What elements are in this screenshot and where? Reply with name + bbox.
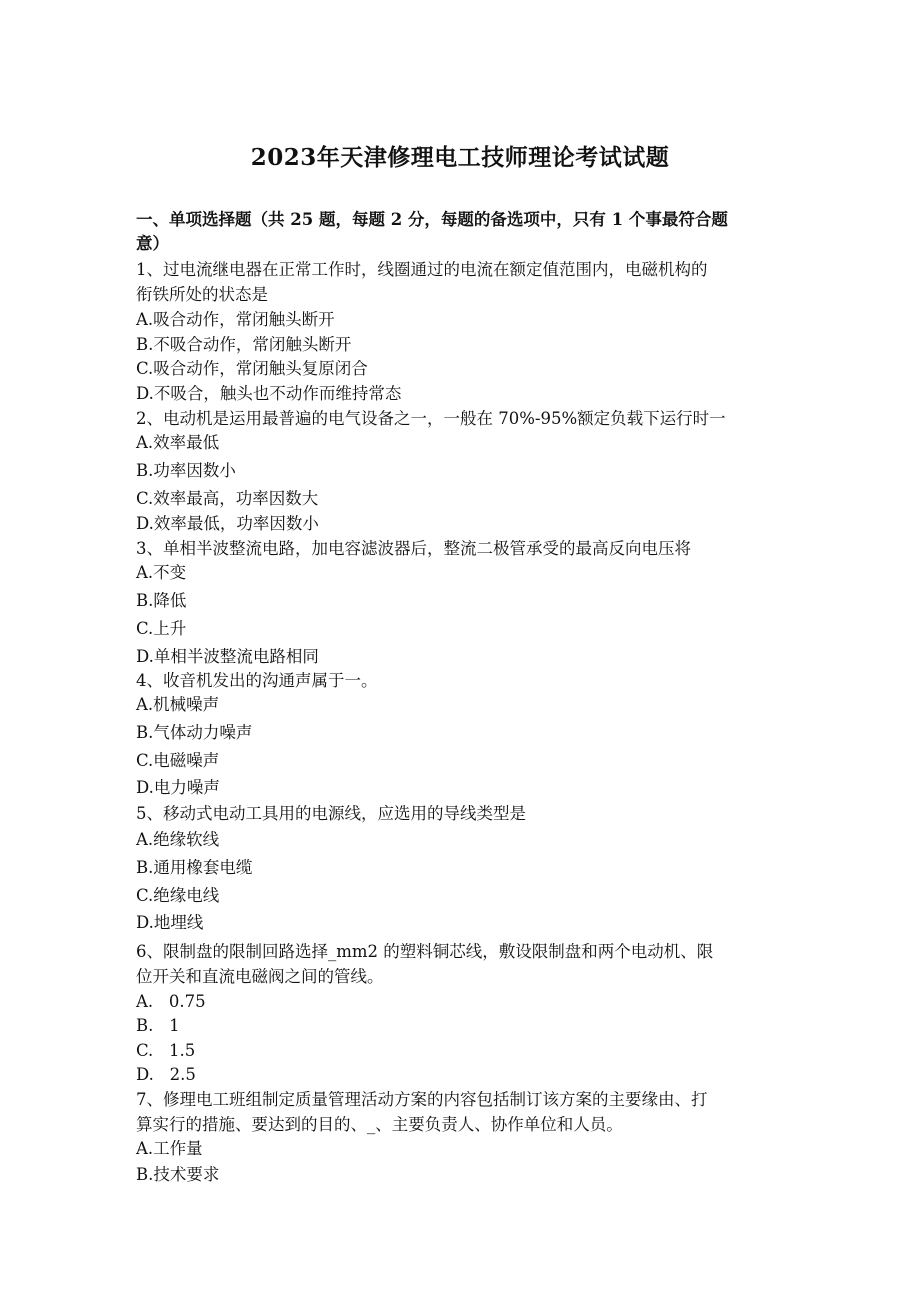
section-heading bbox=[136, 208, 786, 256]
question-6-stem: 6、限制盘的限制回路选择_mm2 的塑料铜芯线，敷设限制盘和两个电动机、限 bbox=[136, 942, 714, 961]
page-title: 2023年天津修理电工技师理论考试试题 bbox=[250, 144, 670, 171]
question-3-option-d: D.单相半波整流电路相同 bbox=[136, 647, 319, 666]
question-4-option-b: B.气体动力噪声 bbox=[136, 723, 253, 742]
question-7-option-b: B.技术要求 bbox=[136, 1165, 220, 1184]
question-5-option-c: C.绝缘电线 bbox=[136, 886, 220, 905]
question-7-stem: 算实行的措施、要达到的目的、_、主要负责人、协作单位和人员。 bbox=[136, 1115, 623, 1134]
question-2-option-a: A.效率最低 bbox=[136, 433, 220, 452]
question-5-option-b: B.通用橡套电缆 bbox=[136, 858, 253, 877]
question-2-option-d: D.效率最低，功率因数小 bbox=[136, 514, 319, 533]
question-1-option-a: A.吸合动作，常闭触头断开 bbox=[136, 310, 335, 329]
question-1-stem: 1、过电流继电器在正常工作时，线圈通过的电流在额定值范围内，电磁机构的 bbox=[136, 260, 708, 279]
section-heading-line: 一、单项选择题（共 25 题，每题 2 分，每题的备选项中，只有 1 个事最符合题 bbox=[136, 210, 728, 229]
question-3-stem: 3、单相半波整流电路，加电容滤波器后，整流二极管承受的最高反向电压将 bbox=[136, 539, 691, 558]
question-4-option-a: A.机械噪声 bbox=[136, 695, 220, 714]
question-6-option-c: C. 1.5 bbox=[136, 1041, 196, 1060]
question-6-option-b: B. 1 bbox=[136, 1016, 180, 1035]
question-3-option-c: C.上升 bbox=[136, 619, 187, 638]
question-7-stem: 7、修理电工班组制定质量管理活动方案的内容包括制订该方案的主要缘由、打 bbox=[136, 1090, 708, 1109]
question-4-option-d: D.电力噪声 bbox=[136, 778, 220, 797]
question-4-option-c: C.电磁噪声 bbox=[136, 751, 220, 770]
question-7-option-a: A.工作量 bbox=[136, 1139, 203, 1158]
question-5-stem: 5、移动式电动工具用的电源线，应选用的导线类型是 bbox=[136, 804, 526, 823]
question-6-stem: 位开关和直流电磁阀之间的管线。 bbox=[136, 967, 384, 986]
question-2-option-c: C.效率最高，功率因数大 bbox=[136, 489, 319, 508]
question-5-option-d: D.地埋线 bbox=[136, 913, 204, 932]
question-5-option-a: A.绝缘软线 bbox=[136, 830, 220, 849]
question-1-option-c: C.吸合动作，常闭触头复原闭合 bbox=[136, 359, 368, 378]
section-heading-line: 意） bbox=[136, 234, 169, 253]
question-1-stem: 衔铁所处的状态是 bbox=[136, 285, 268, 304]
question-1-option-d: D.不吸合，触头也不动作而维持常态 bbox=[136, 384, 402, 403]
question-6-option-d: D. 2.5 bbox=[136, 1065, 196, 1084]
question-6-option-a: A. 0.75 bbox=[136, 992, 206, 1011]
question-4-stem: 4、收音机发出的沟通声属于一。 bbox=[136, 671, 378, 690]
question-2-stem: 2、电动机是运用最普遍的电气设备之一，一般在 70%-95%额定负载下运行时一 bbox=[136, 409, 726, 428]
question-3-option-b: B.降低 bbox=[136, 591, 187, 610]
question-3-option-a: A.不变 bbox=[136, 563, 187, 582]
question-1-option-b: B.不吸合动作，常闭触头断开 bbox=[136, 335, 352, 354]
question-2-option-b: B.功率因数小 bbox=[136, 461, 236, 480]
